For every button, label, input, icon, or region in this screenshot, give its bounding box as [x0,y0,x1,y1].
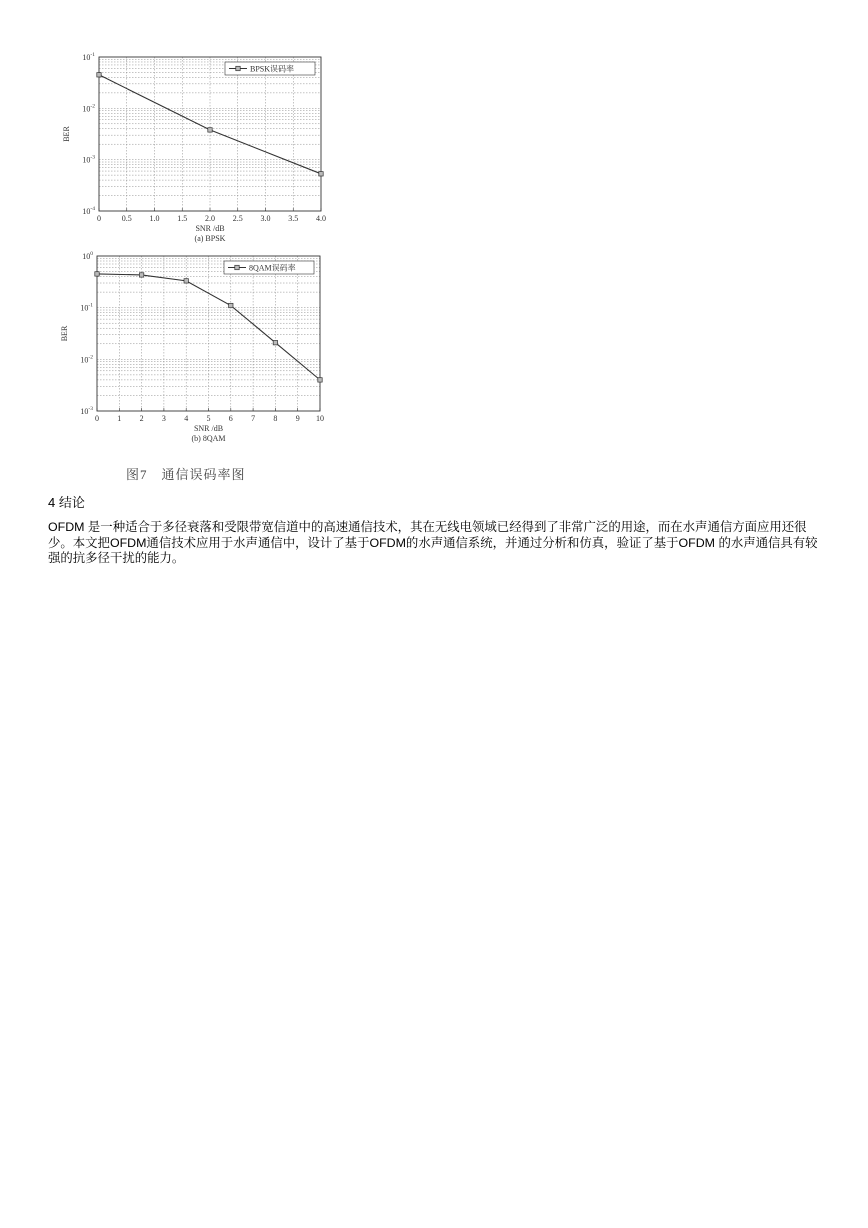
x-tick-label: 3.5 [288,214,299,223]
x-tick-label: 7 [251,414,256,423]
x-tick-label: 3.0 [260,214,271,223]
figure-caption: 图7 通信误码率图 [126,467,246,482]
data-point [208,128,212,132]
legend-label: 8QAM误码率 [249,263,296,273]
y-axis-label: BER [60,325,69,342]
x-tick-label: 1.0 [149,214,160,223]
x-tick-label: 6 [228,414,233,423]
x-tick-label: 1.5 [177,214,188,223]
y-tick-label: $10^0$ [82,251,93,261]
y-tick-label: $10^{-2}$ [80,354,93,365]
legend-label: BPSK误码率 [250,64,295,74]
data-point [97,73,101,77]
x-tick-label: 2 [139,414,144,423]
data-point [229,303,233,307]
y-tick-label: $10^{-1}$ [80,302,93,313]
x-tick-label: 0.5 [121,214,132,223]
x-axis-label: SNR /dB [193,424,224,433]
data-point [139,273,143,277]
data-point [273,340,277,344]
y-tick-label: $10^{-3}$ [82,154,95,165]
x-tick-label: 3 [161,414,166,423]
x-axis-label: SNR /dB [195,224,225,233]
x-tick-label: 9 [295,414,300,423]
x-tick-label: 5 [206,414,211,423]
x-tick-label: 1 [117,414,122,423]
data-point [319,172,323,176]
figure-7 [40,40,340,460]
data-point [95,272,99,276]
x-tick-label: 8 [273,414,278,423]
bpsk-ber-chart [62,52,326,243]
8qam-ber-chart [60,251,324,443]
legend-marker [236,66,240,70]
plot-area [97,256,320,411]
chart-subtitle: (b) 8QAM [191,434,226,443]
y-axis-label: BER [62,126,71,142]
section-heading: 4 结论 [48,495,85,510]
data-point [184,279,188,283]
data-point [318,378,322,382]
chart-subtitle: (a) BPSK [194,234,226,243]
conclusion-paragraph: OFDM 是一种适合于多径衰落和受限带宽信道中的高速通信技术，其在无线电领域已经得到了非常广泛的用途，而在水声通信方面应用还很少。本文把OFDM通信技术应用于水声通信中，设计了基于OFDM的水声通信系统，并通过分析和仿真，验证了基于OFDM 的水声通信具有较强的抗多径干扰的能力。 [48,520,818,565]
y-tick-label: $10^{-2}$ [82,103,95,114]
x-tick-label: 10 [316,414,324,423]
y-tick-label: $10^{-1}$ [82,52,95,62]
x-tick-label: 2.5 [232,214,243,223]
plot-area [99,57,321,211]
y-tick-label: $10^{-3}$ [80,406,93,416]
x-tick-label: 0 [95,414,99,423]
y-tick-label: $10^{-4}$ [82,206,95,216]
x-tick-label: 4 [184,414,189,423]
legend-marker [235,265,239,269]
x-tick-label: 0 [97,214,101,223]
x-tick-label: 4.0 [316,214,326,223]
x-tick-label: 2.0 [205,214,215,223]
